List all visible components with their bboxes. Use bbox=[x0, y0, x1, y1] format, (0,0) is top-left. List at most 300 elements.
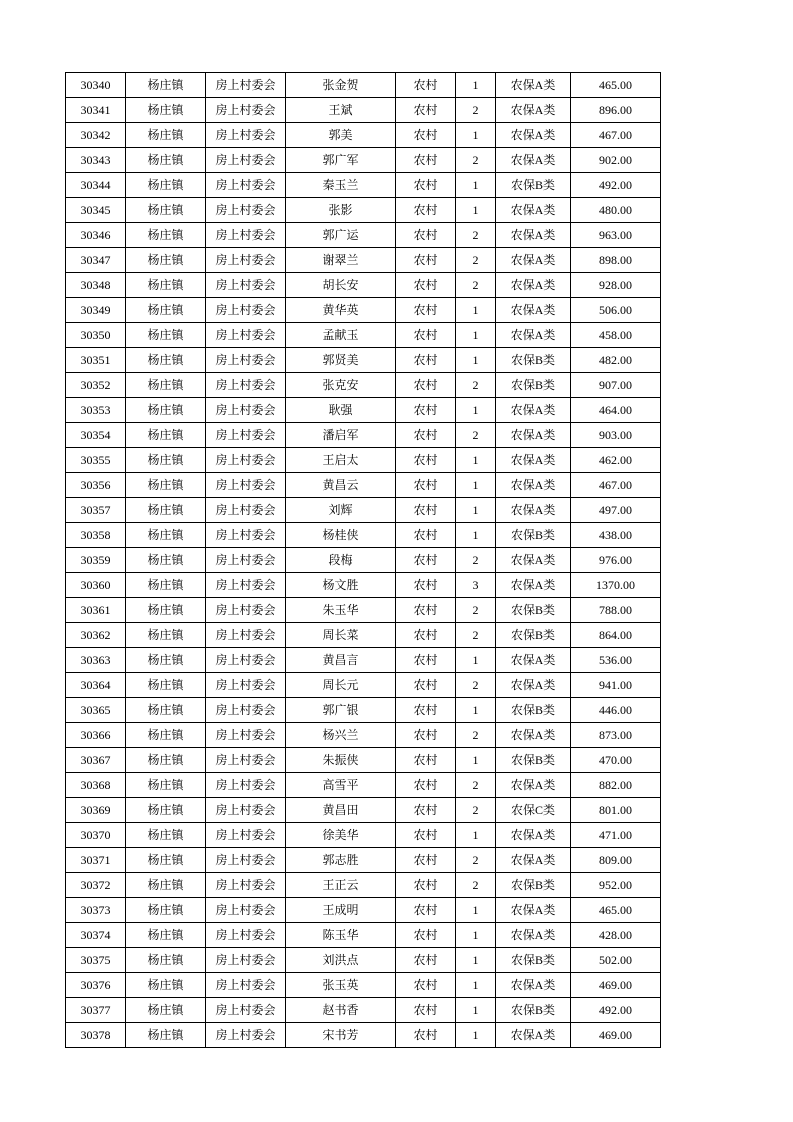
cell-village-committee: 房上村委会 bbox=[206, 798, 286, 823]
cell-village-committee: 房上村委会 bbox=[206, 448, 286, 473]
cell-residence-type: 农村 bbox=[396, 248, 456, 273]
cell-person-count: 1 bbox=[456, 948, 496, 973]
table-row bbox=[66, 323, 661, 348]
cell-village-committee: 房上村委会 bbox=[206, 873, 286, 898]
cell-insurance-category: 农保B类 bbox=[496, 698, 571, 723]
cell-name: 张玉英 bbox=[286, 973, 396, 998]
cell-name: 刘洪点 bbox=[286, 948, 396, 973]
cell-amount: 952.00 bbox=[571, 873, 661, 898]
cell-residence-type: 农村 bbox=[396, 173, 456, 198]
cell-person-count: 1 bbox=[456, 648, 496, 673]
cell-amount: 492.00 bbox=[571, 173, 661, 198]
cell-residence-type: 农村 bbox=[396, 223, 456, 248]
table-row bbox=[66, 548, 661, 573]
table-row bbox=[66, 398, 661, 423]
cell-village-committee: 房上村委会 bbox=[206, 198, 286, 223]
cell-village-committee: 房上村委会 bbox=[206, 648, 286, 673]
cell-town: 杨庄镇 bbox=[126, 673, 206, 698]
cell-residence-type: 农村 bbox=[396, 448, 456, 473]
cell-id: 30374 bbox=[66, 923, 126, 948]
table-row bbox=[66, 498, 661, 523]
table-body bbox=[66, 73, 661, 1048]
cell-id: 30352 bbox=[66, 373, 126, 398]
cell-insurance-category: 农保B类 bbox=[496, 873, 571, 898]
cell-residence-type: 农村 bbox=[396, 898, 456, 923]
cell-residence-type: 农村 bbox=[396, 73, 456, 98]
cell-name: 陈玉华 bbox=[286, 923, 396, 948]
cell-town: 杨庄镇 bbox=[126, 473, 206, 498]
cell-residence-type: 农村 bbox=[396, 998, 456, 1023]
cell-name: 王正云 bbox=[286, 873, 396, 898]
cell-residence-type: 农村 bbox=[396, 348, 456, 373]
cell-village-committee: 房上村委会 bbox=[206, 173, 286, 198]
table-row bbox=[66, 373, 661, 398]
table-row bbox=[66, 648, 661, 673]
cell-residence-type: 农村 bbox=[396, 648, 456, 673]
cell-person-count: 2 bbox=[456, 723, 496, 748]
table-row bbox=[66, 823, 661, 848]
cell-town: 杨庄镇 bbox=[126, 198, 206, 223]
cell-town: 杨庄镇 bbox=[126, 898, 206, 923]
cell-insurance-category: 农保B类 bbox=[496, 523, 571, 548]
cell-person-count: 1 bbox=[456, 323, 496, 348]
cell-insurance-category: 农保A类 bbox=[496, 1023, 571, 1048]
cell-id: 30370 bbox=[66, 823, 126, 848]
cell-amount: 467.00 bbox=[571, 123, 661, 148]
cell-village-committee: 房上村委会 bbox=[206, 273, 286, 298]
cell-insurance-category: 农保B类 bbox=[496, 598, 571, 623]
cell-person-count: 1 bbox=[456, 898, 496, 923]
cell-town: 杨庄镇 bbox=[126, 348, 206, 373]
cell-town: 杨庄镇 bbox=[126, 973, 206, 998]
cell-id: 30363 bbox=[66, 648, 126, 673]
cell-insurance-category: 农保C类 bbox=[496, 798, 571, 823]
cell-id: 30346 bbox=[66, 223, 126, 248]
cell-id: 30369 bbox=[66, 798, 126, 823]
cell-village-committee: 房上村委会 bbox=[206, 973, 286, 998]
cell-id: 30377 bbox=[66, 998, 126, 1023]
cell-village-committee: 房上村委会 bbox=[206, 348, 286, 373]
cell-town: 杨庄镇 bbox=[126, 573, 206, 598]
cell-insurance-category: 农保A类 bbox=[496, 773, 571, 798]
cell-insurance-category: 农保A类 bbox=[496, 848, 571, 873]
cell-person-count: 2 bbox=[456, 248, 496, 273]
cell-town: 杨庄镇 bbox=[126, 1023, 206, 1048]
cell-amount: 492.00 bbox=[571, 998, 661, 1023]
cell-amount: 1370.00 bbox=[571, 573, 661, 598]
table-row bbox=[66, 473, 661, 498]
cell-town: 杨庄镇 bbox=[126, 273, 206, 298]
cell-insurance-category: 农保A类 bbox=[496, 248, 571, 273]
cell-id: 30343 bbox=[66, 148, 126, 173]
cell-name: 张金贺 bbox=[286, 73, 396, 98]
cell-name: 王启太 bbox=[286, 448, 396, 473]
cell-town: 杨庄镇 bbox=[126, 248, 206, 273]
cell-person-count: 1 bbox=[456, 73, 496, 98]
cell-residence-type: 农村 bbox=[396, 548, 456, 573]
cell-insurance-category: 农保A类 bbox=[496, 498, 571, 523]
cell-person-count: 2 bbox=[456, 673, 496, 698]
table-row bbox=[66, 848, 661, 873]
cell-residence-type: 农村 bbox=[396, 273, 456, 298]
cell-residence-type: 农村 bbox=[396, 598, 456, 623]
cell-village-committee: 房上村委会 bbox=[206, 1023, 286, 1048]
cell-id: 30354 bbox=[66, 423, 126, 448]
cell-residence-type: 农村 bbox=[396, 498, 456, 523]
cell-id: 30357 bbox=[66, 498, 126, 523]
table-row bbox=[66, 623, 661, 648]
cell-id: 30376 bbox=[66, 973, 126, 998]
cell-residence-type: 农村 bbox=[396, 148, 456, 173]
table-row bbox=[66, 148, 661, 173]
cell-name: 胡长安 bbox=[286, 273, 396, 298]
cell-person-count: 1 bbox=[456, 998, 496, 1023]
cell-town: 杨庄镇 bbox=[126, 298, 206, 323]
cell-person-count: 2 bbox=[456, 623, 496, 648]
cell-id: 30359 bbox=[66, 548, 126, 573]
table-row bbox=[66, 448, 661, 473]
cell-person-count: 2 bbox=[456, 148, 496, 173]
cell-name: 郭美 bbox=[286, 123, 396, 148]
cell-village-committee: 房上村委会 bbox=[206, 948, 286, 973]
cell-insurance-category: 农保A类 bbox=[496, 573, 571, 598]
cell-person-count: 1 bbox=[456, 698, 496, 723]
cell-name: 朱振侠 bbox=[286, 748, 396, 773]
cell-insurance-category: 农保B类 bbox=[496, 373, 571, 398]
cell-village-committee: 房上村委会 bbox=[206, 823, 286, 848]
cell-id: 30372 bbox=[66, 873, 126, 898]
cell-person-count: 1 bbox=[456, 498, 496, 523]
cell-residence-type: 农村 bbox=[396, 973, 456, 998]
cell-insurance-category: 农保A类 bbox=[496, 423, 571, 448]
cell-amount: 506.00 bbox=[571, 298, 661, 323]
cell-amount: 438.00 bbox=[571, 523, 661, 548]
cell-name: 黄昌言 bbox=[286, 648, 396, 673]
cell-insurance-category: 农保A类 bbox=[496, 723, 571, 748]
cell-person-count: 1 bbox=[456, 748, 496, 773]
cell-name: 赵书香 bbox=[286, 998, 396, 1023]
table-row bbox=[66, 123, 661, 148]
cell-town: 杨庄镇 bbox=[126, 873, 206, 898]
cell-amount: 976.00 bbox=[571, 548, 661, 573]
cell-town: 杨庄镇 bbox=[126, 923, 206, 948]
cell-residence-type: 农村 bbox=[396, 523, 456, 548]
table-row bbox=[66, 198, 661, 223]
cell-town: 杨庄镇 bbox=[126, 398, 206, 423]
cell-amount: 809.00 bbox=[571, 848, 661, 873]
table-row bbox=[66, 423, 661, 448]
cell-amount: 446.00 bbox=[571, 698, 661, 723]
cell-town: 杨庄镇 bbox=[126, 823, 206, 848]
cell-town: 杨庄镇 bbox=[126, 73, 206, 98]
cell-residence-type: 农村 bbox=[396, 323, 456, 348]
cell-residence-type: 农村 bbox=[396, 573, 456, 598]
cell-person-count: 2 bbox=[456, 98, 496, 123]
cell-person-count: 3 bbox=[456, 573, 496, 598]
cell-village-committee: 房上村委会 bbox=[206, 373, 286, 398]
table-row bbox=[66, 673, 661, 698]
cell-name: 王成明 bbox=[286, 898, 396, 923]
cell-amount: 896.00 bbox=[571, 98, 661, 123]
cell-village-committee: 房上村委会 bbox=[206, 123, 286, 148]
cell-amount: 497.00 bbox=[571, 498, 661, 523]
table-row bbox=[66, 573, 661, 598]
cell-insurance-category: 农保A类 bbox=[496, 898, 571, 923]
cell-id: 30345 bbox=[66, 198, 126, 223]
cell-id: 30353 bbox=[66, 398, 126, 423]
cell-insurance-category: 农保A类 bbox=[496, 973, 571, 998]
cell-amount: 903.00 bbox=[571, 423, 661, 448]
cell-name: 黄昌田 bbox=[286, 798, 396, 823]
cell-amount: 502.00 bbox=[571, 948, 661, 973]
cell-insurance-category: 农保B类 bbox=[496, 623, 571, 648]
cell-residence-type: 农村 bbox=[396, 1023, 456, 1048]
cell-town: 杨庄镇 bbox=[126, 498, 206, 523]
cell-residence-type: 农村 bbox=[396, 723, 456, 748]
cell-person-count: 1 bbox=[456, 523, 496, 548]
cell-name: 黄华英 bbox=[286, 298, 396, 323]
cell-town: 杨庄镇 bbox=[126, 798, 206, 823]
cell-name: 朱玉华 bbox=[286, 598, 396, 623]
cell-town: 杨庄镇 bbox=[126, 123, 206, 148]
cell-name: 张克安 bbox=[286, 373, 396, 398]
cell-insurance-category: 农保A类 bbox=[496, 473, 571, 498]
table-row bbox=[66, 73, 661, 98]
cell-village-committee: 房上村委会 bbox=[206, 673, 286, 698]
cell-amount: 482.00 bbox=[571, 348, 661, 373]
cell-insurance-category: 农保A类 bbox=[496, 323, 571, 348]
cell-person-count: 1 bbox=[456, 923, 496, 948]
cell-name: 耿强 bbox=[286, 398, 396, 423]
cell-name: 孟献玉 bbox=[286, 323, 396, 348]
table-row bbox=[66, 923, 661, 948]
cell-person-count: 1 bbox=[456, 823, 496, 848]
cell-residence-type: 农村 bbox=[396, 98, 456, 123]
cell-name: 周长元 bbox=[286, 673, 396, 698]
table-row bbox=[66, 973, 661, 998]
cell-amount: 536.00 bbox=[571, 648, 661, 673]
cell-residence-type: 农村 bbox=[396, 673, 456, 698]
cell-residence-type: 农村 bbox=[396, 848, 456, 873]
cell-person-count: 1 bbox=[456, 198, 496, 223]
cell-insurance-category: 农保A类 bbox=[496, 223, 571, 248]
cell-name: 周长菜 bbox=[286, 623, 396, 648]
cell-village-committee: 房上村委会 bbox=[206, 748, 286, 773]
cell-person-count: 1 bbox=[456, 298, 496, 323]
cell-id: 30358 bbox=[66, 523, 126, 548]
cell-town: 杨庄镇 bbox=[126, 423, 206, 448]
cell-amount: 902.00 bbox=[571, 148, 661, 173]
cell-amount: 907.00 bbox=[571, 373, 661, 398]
cell-insurance-category: 农保A类 bbox=[496, 673, 571, 698]
cell-residence-type: 农村 bbox=[396, 398, 456, 423]
cell-id: 30348 bbox=[66, 273, 126, 298]
cell-id: 30351 bbox=[66, 348, 126, 373]
cell-town: 杨庄镇 bbox=[126, 548, 206, 573]
cell-amount: 462.00 bbox=[571, 448, 661, 473]
cell-person-count: 2 bbox=[456, 598, 496, 623]
cell-village-committee: 房上村委会 bbox=[206, 398, 286, 423]
cell-name: 宋书芳 bbox=[286, 1023, 396, 1048]
cell-insurance-category: 农保A类 bbox=[496, 98, 571, 123]
cell-residence-type: 农村 bbox=[396, 823, 456, 848]
cell-town: 杨庄镇 bbox=[126, 173, 206, 198]
cell-village-committee: 房上村委会 bbox=[206, 548, 286, 573]
cell-name: 谢翠兰 bbox=[286, 248, 396, 273]
table-row bbox=[66, 873, 661, 898]
cell-person-count: 2 bbox=[456, 423, 496, 448]
cell-name: 段梅 bbox=[286, 548, 396, 573]
cell-insurance-category: 农保A类 bbox=[496, 73, 571, 98]
cell-id: 30361 bbox=[66, 598, 126, 623]
cell-town: 杨庄镇 bbox=[126, 223, 206, 248]
cell-name: 郭志胜 bbox=[286, 848, 396, 873]
cell-town: 杨庄镇 bbox=[126, 698, 206, 723]
cell-town: 杨庄镇 bbox=[126, 323, 206, 348]
cell-amount: 467.00 bbox=[571, 473, 661, 498]
cell-insurance-category: 农保A类 bbox=[496, 548, 571, 573]
cell-id: 30371 bbox=[66, 848, 126, 873]
cell-residence-type: 农村 bbox=[396, 123, 456, 148]
cell-village-committee: 房上村委会 bbox=[206, 623, 286, 648]
cell-village-committee: 房上村委会 bbox=[206, 998, 286, 1023]
cell-town: 杨庄镇 bbox=[126, 523, 206, 548]
cell-residence-type: 农村 bbox=[396, 948, 456, 973]
cell-village-committee: 房上村委会 bbox=[206, 98, 286, 123]
cell-insurance-category: 农保A类 bbox=[496, 123, 571, 148]
cell-amount: 898.00 bbox=[571, 248, 661, 273]
cell-person-count: 2 bbox=[456, 873, 496, 898]
table-row bbox=[66, 998, 661, 1023]
cell-village-committee: 房上村委会 bbox=[206, 523, 286, 548]
cell-village-committee: 房上村委会 bbox=[206, 223, 286, 248]
cell-insurance-category: 农保A类 bbox=[496, 398, 571, 423]
cell-id: 30342 bbox=[66, 123, 126, 148]
cell-id: 30344 bbox=[66, 173, 126, 198]
table-row bbox=[66, 248, 661, 273]
cell-insurance-category: 农保A类 bbox=[496, 923, 571, 948]
cell-insurance-category: 农保A类 bbox=[496, 148, 571, 173]
table-row bbox=[66, 1023, 661, 1048]
cell-amount: 882.00 bbox=[571, 773, 661, 798]
cell-name: 潘启军 bbox=[286, 423, 396, 448]
cell-person-count: 1 bbox=[456, 473, 496, 498]
cell-id: 30355 bbox=[66, 448, 126, 473]
cell-village-committee: 房上村委会 bbox=[206, 923, 286, 948]
cell-town: 杨庄镇 bbox=[126, 848, 206, 873]
cell-village-committee: 房上村委会 bbox=[206, 773, 286, 798]
cell-id: 30360 bbox=[66, 573, 126, 598]
cell-residence-type: 农村 bbox=[396, 873, 456, 898]
table-row bbox=[66, 598, 661, 623]
cell-name: 郭广运 bbox=[286, 223, 396, 248]
cell-residence-type: 农村 bbox=[396, 473, 456, 498]
cell-id: 30350 bbox=[66, 323, 126, 348]
cell-name: 刘辉 bbox=[286, 498, 396, 523]
cell-residence-type: 农村 bbox=[396, 798, 456, 823]
cell-id: 30368 bbox=[66, 773, 126, 798]
cell-id: 30340 bbox=[66, 73, 126, 98]
cell-town: 杨庄镇 bbox=[126, 723, 206, 748]
cell-id: 30362 bbox=[66, 623, 126, 648]
cell-village-committee: 房上村委会 bbox=[206, 73, 286, 98]
cell-name: 杨文胜 bbox=[286, 573, 396, 598]
cell-residence-type: 农村 bbox=[396, 373, 456, 398]
cell-name: 杨桂侠 bbox=[286, 523, 396, 548]
cell-village-committee: 房上村委会 bbox=[206, 248, 286, 273]
cell-village-committee: 房上村委会 bbox=[206, 698, 286, 723]
cell-village-committee: 房上村委会 bbox=[206, 148, 286, 173]
cell-residence-type: 农村 bbox=[396, 923, 456, 948]
table-row bbox=[66, 298, 661, 323]
cell-person-count: 1 bbox=[456, 1023, 496, 1048]
table-row bbox=[66, 748, 661, 773]
cell-insurance-category: 农保A类 bbox=[496, 198, 571, 223]
cell-name: 高雪平 bbox=[286, 773, 396, 798]
cell-village-committee: 房上村委会 bbox=[206, 323, 286, 348]
cell-id: 30356 bbox=[66, 473, 126, 498]
cell-town: 杨庄镇 bbox=[126, 948, 206, 973]
cell-town: 杨庄镇 bbox=[126, 98, 206, 123]
cell-town: 杨庄镇 bbox=[126, 373, 206, 398]
cell-person-count: 2 bbox=[456, 773, 496, 798]
cell-name: 郭广军 bbox=[286, 148, 396, 173]
cell-amount: 465.00 bbox=[571, 73, 661, 98]
cell-amount: 465.00 bbox=[571, 898, 661, 923]
cell-name: 张影 bbox=[286, 198, 396, 223]
cell-residence-type: 农村 bbox=[396, 748, 456, 773]
cell-id: 30378 bbox=[66, 1023, 126, 1048]
table-row bbox=[66, 348, 661, 373]
cell-id: 30373 bbox=[66, 898, 126, 923]
cell-village-committee: 房上村委会 bbox=[206, 848, 286, 873]
cell-amount: 469.00 bbox=[571, 1023, 661, 1048]
cell-town: 杨庄镇 bbox=[126, 623, 206, 648]
cell-insurance-category: 农保B类 bbox=[496, 348, 571, 373]
cell-person-count: 1 bbox=[456, 398, 496, 423]
cell-name: 徐美华 bbox=[286, 823, 396, 848]
cell-id: 30347 bbox=[66, 248, 126, 273]
cell-id: 30367 bbox=[66, 748, 126, 773]
cell-village-committee: 房上村委会 bbox=[206, 423, 286, 448]
cell-person-count: 2 bbox=[456, 373, 496, 398]
cell-town: 杨庄镇 bbox=[126, 773, 206, 798]
cell-town: 杨庄镇 bbox=[126, 648, 206, 673]
cell-person-count: 1 bbox=[456, 123, 496, 148]
cell-id: 30375 bbox=[66, 948, 126, 973]
cell-name: 郭广银 bbox=[286, 698, 396, 723]
cell-residence-type: 农村 bbox=[396, 198, 456, 223]
cell-person-count: 1 bbox=[456, 973, 496, 998]
cell-insurance-category: 农保A类 bbox=[496, 273, 571, 298]
benefits-table bbox=[65, 72, 661, 1048]
cell-id: 30365 bbox=[66, 698, 126, 723]
cell-id: 30366 bbox=[66, 723, 126, 748]
cell-amount: 788.00 bbox=[571, 598, 661, 623]
cell-name: 黄昌云 bbox=[286, 473, 396, 498]
cell-id: 30349 bbox=[66, 298, 126, 323]
cell-village-committee: 房上村委会 bbox=[206, 573, 286, 598]
cell-id: 30341 bbox=[66, 98, 126, 123]
cell-amount: 801.00 bbox=[571, 798, 661, 823]
table-row bbox=[66, 223, 661, 248]
cell-amount: 464.00 bbox=[571, 398, 661, 423]
cell-insurance-category: 农保A类 bbox=[496, 648, 571, 673]
cell-residence-type: 农村 bbox=[396, 298, 456, 323]
cell-person-count: 1 bbox=[456, 348, 496, 373]
cell-amount: 963.00 bbox=[571, 223, 661, 248]
table-row bbox=[66, 798, 661, 823]
